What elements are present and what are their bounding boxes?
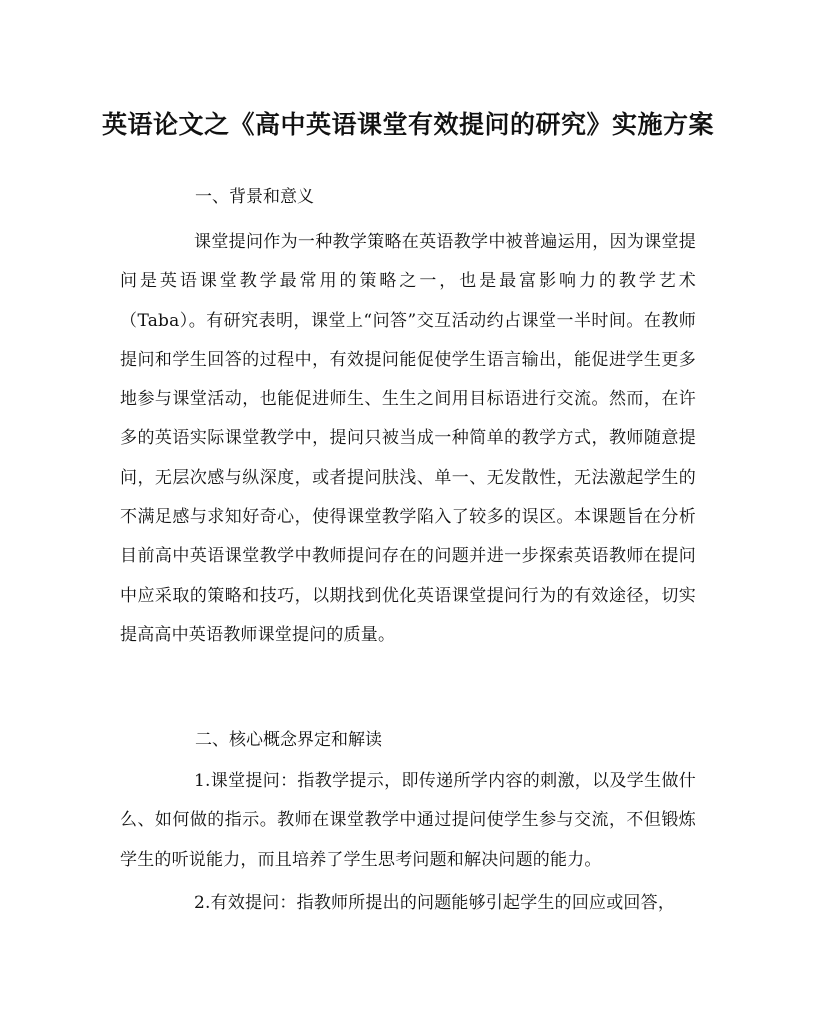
section-heading-core-concepts: 二、核心概念界定和解读: [195, 730, 382, 750]
background-paragraph: 课堂提问作为一种教学策略在英语教学中被普遍运用，因为课堂提问是英语课堂教学最常用的策略之一，也是最富影响力的教学艺术（Taba）。有研究表明，课堂上“问答”交互活动约占课堂一半时间。在教师提问和学生回答的过程中，有效提问能促使学生语言输出，能促进学生更多地参与课堂活动，也能促进师生、生生之间用目标语进行交流。然而，在许多的英语实际课堂教学中，提问只被当成一种简单的教学方式，教师随意提问，无层次感与纵深度，或者提问肤浅、单一、无发散性，无法激起学生的不满足感与求知好奇心，使得课堂教学陷入了较多的误区。本课题旨在分析目前高中英语课堂教学中教师提问存在的问题并进一步探索英语教师在提问中应采取的策略和技巧，以期找到优化英语课堂提问行为的有效途径，切实提高高中英语教师课堂提问的质量。: [120, 232, 696, 645]
document-title: 英语论文之《高中英语课堂有效提问的研究》实施方案: [101, 110, 714, 139]
concept-item-effective-questioning: 2.有效提问：指教师所提出的问题能够引起学生的回应或回答，: [194, 893, 676, 913]
concept-item-classroom-questioning: 1.课堂提问：指教学提示，即传递所学内容的刺激，以及学生做什么、如何做的指示。教师在课堂教学中通过提问使学生参与交流，不但锻炼学生的听说能力，而且培养了学生思考问题和解决问题的能力。: [120, 771, 696, 870]
section-heading-background: 一、背景和意义: [195, 187, 314, 207]
